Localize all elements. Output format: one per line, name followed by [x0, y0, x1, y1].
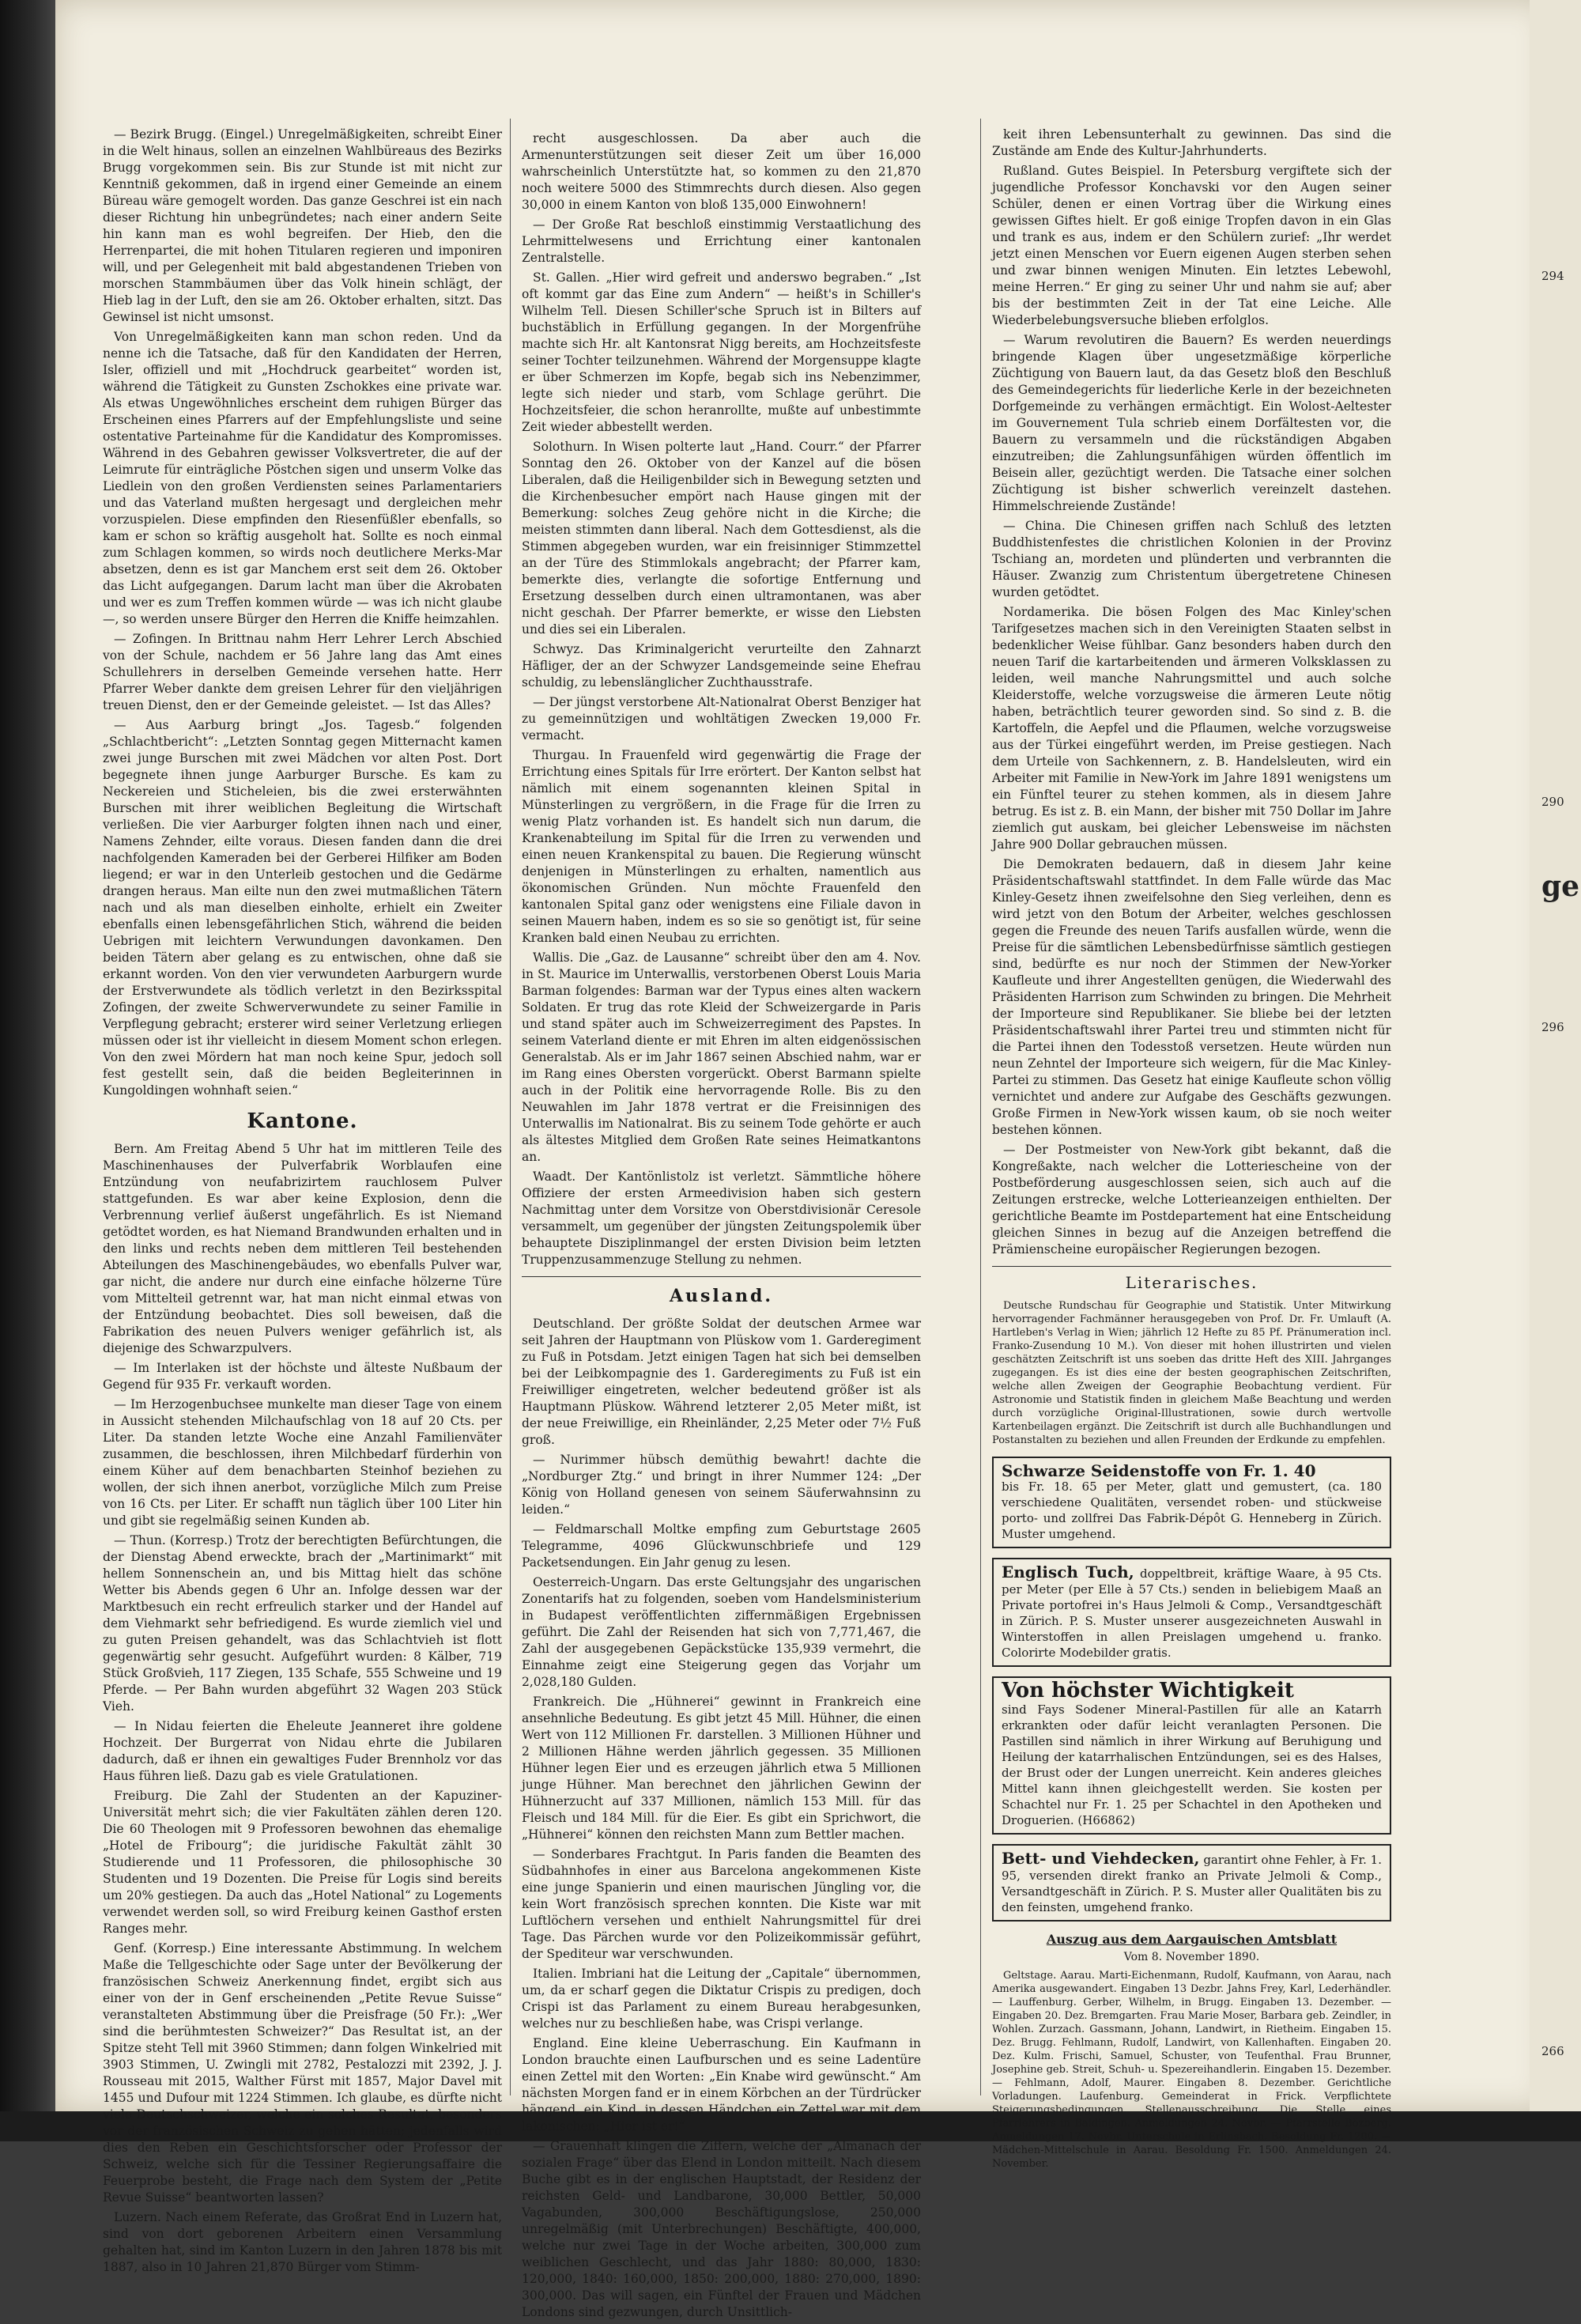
section-heading-abroad: Ausland. [669, 1286, 774, 1306]
column-rule [980, 119, 981, 2095]
article-frachtgut: — Sonderbares Frachtgut. In Paris fanden die Beamten des Südbahnhofes in einer aus Barcelona angekommenen Kiste eine junge Spanierin und einen maurischen Jüngling vor, die kein Wort französisch sprechen konnten. Die Kiste war mit Luftlöchern versehen und enthielt Nahrungsmittel für drei Tage. Das Pärchen wurde vor den Polizeikommissär geführt, der Spediteur war verschwunden. [522, 1847, 921, 1961]
article-genf: Genf. (Korresp.) Eine interessante Abstimmung. In welchem Maße die Tellgeschichte oder Sage unter der Bevölkerung der französischen Schweiz Anerkennung findet, ergibt sich aus einer von der in Genf erscheinenden „Petite Revue Suisse“ veranstalteten Abstimmung über die Preisfrage (50 Fr.): „Wer sind die berühmtesten Schweizer?“ Das Resultat ist, an der Spitze steht Tell mit 3960 Stimmen; dann folgen Winkelried mit 3903 Stimmen, U. Zwingli mit 2782, Pestalozzi mit 2392, J. J. Rousseau mit 2015, Walther Fürst mit 1857, Major Davel mit 1455 und Dufour mit 1224 Stimmen. Ich glaube, es dürfte nicht viele Deutschschweizer, welche ein solches Resultat, besonders vor der französischen Schweiz zu gehen hätten; jedenfalls wird dies den Reben ein Geschichtsforscher oder Professor der Schweiz, welche sich für die Tessiner Regierungsaffaire die Feuerprobe besteht, die Frage nach dem System der „Petite Revue Suisse“ beantworten lassen? [103, 1941, 502, 2205]
article-wallis: Wallis. Die „Gaz. de Lausanne“ schreibt über den am 4. Nov. in St. Maurice im Unterwallis, verstorbenen Oberst Louis Maria Barman folgendes: Barman war der Typus eines alten wackern Soldaten. Er trug das rote Kleid der Schweizergarde in Paris und stand später auch im Schweizerregiment des Papstes. In seinem Vaterland diente er mit Ehren im alten eidgenössischen Generalstab. Als er im Jahr 1867 seinen Abschied nahm, war er im Rang eines Obersten vorgerückt. Oberst Barmann spielte auch in der Politik eine hervorragende Rolle. Bis zu den Neuwahlen im Jahr 1878 vertrat er die Freisinnigen des Unterwallis im Nationalrat. Bis zu seinem Tode gehörte er auch als ältestes Mitglied dem Großen Rate seines Heimatkantons an. [522, 950, 921, 1164]
official-gazette-date: Vom 8. November 1890. [1123, 1951, 1260, 1963]
article-london: — Grauenhaft klingen die Ziffern, welche der „Almanach der sozialen Frage“ über das Elend in London mitteilt. Nach diesem Buche gibt es in der englischen Hauptstadt, der Residenz der reichsten Geld- und Landbarone, 30,000 Bettler, 50,000 Vagabunden, 300,000 Beschäftigungslose, 250,000 unregelmäßig (mit Unterbrechungen) Beschäftigte, 400,000, welche nur zwei Tage in der Woche arbeiten, 300,000 zum weiblichen Geschlecht, und das Jahr 1880: 80,000, 1830: 120,000, 1840: 160,000, 1850: 200,000, 1880: 270,000, 1890: 300,000. Das will sagen, ein Fünftel der Frauen und Mädchen Londons sind gezwungen, durch Unsittlich- [522, 2139, 921, 2319]
advert-blankets-title: Bett- und Viehdecken, [1002, 1849, 1200, 1868]
next-page-fragment: 294 [1541, 269, 1564, 283]
advert-pastilles-text: sind Fays Sodener Mineral-Pastillen für alle an Katarrh erkrankten oder dafür leicht veranlagten Personen. Die Pastillen sind nämlich in ihrer Wirkung auf Beruhigung und Heilung der katarrhalischen Entzündungen, sei es des Halses, der Brust oder der Lungen unerreicht. Kein anderes gleiches Mittel kann ihnen gleichgestellt werden. Sie kosten per Schachtel nur Fr. 1. 25 per Schachtel in den Apotheken und Droguerien. (H66862) [1002, 1702, 1382, 1827]
article-interlaken: — Im Interlaken ist der höchste und älteste Nußbaum der Gegend für 935 Fr. verkauft worden. [103, 1361, 502, 1392]
advert-pastilles-title: Von höchster Wichtigkeit [1002, 1679, 1294, 1702]
advert-cloth-title: Englisch Tuch, [1002, 1563, 1134, 1581]
article-frankreich: Frankreich. Die „Hühnerei“ gewinnt in Frankreich eine ansehnliche Bedeutung. Es gibt jetzt 45 Mill. Hühner, die einen Wert von 112 Millionen Fr. darstellen. 3 Millionen Hühner und 2 Millionen Hähne werden jährlich gegessen. 35 Millionen Hühner legen Eier und es erzeugen jährlich etwa 5 Millionen junge Hühner. Man berechnet den jährlichen Gewinn der Hühnerzucht auf 337 Millionen, nämlich 153 Mill. für das Fleisch und 184 Mill. für die Eier. Es gibt ein Sprichwort, die „Hühnerei“ können den reichsten Mann zum Bettler machen. [522, 1695, 921, 1842]
official-gazette-title: Auszug aus dem Aargauischen Amtsblatt [1046, 1932, 1338, 1947]
article-benziger: — Der jüngst verstorbene Alt-Nationalrat Oberst Benziger hat zu gemeinnützigen und wohltätigen Zwecken 19,000 Fr. vermacht. [522, 695, 921, 743]
article-thun: — Thun. (Korresp.) Trotz der berechtigten Befürchtungen, die der Dienstag Abend erweckte, brach der „Martinimarkt“ mit hellem Sonnenschein an, und bis Mittag hielt das schöne Wetter bis Abends gegen 6 Uhr an. Infolge dessen war der Marktbesuch ein recht erfreulich starker und der Handel auf dem Viehmarkt sehr befriedigend. Es wurde ziemlich viel und zu guten Preisen gehandelt, was das Schlachtvieh ist flott gegenwärtig sehr gesucht. Aufgeführt wurden: 8 Kälber, 719 Stück Großvieh, 117 Ziegen, 135 Schafe, 555 Schweine und 19 Pferde. — Per Bahn wurden abgeführt 32 Wagen 203 Stück Vieh. [103, 1533, 502, 1714]
article-nordamerika: Nordamerika. Die bösen Folgen des Mac Kinley'schen Tarifgesetzes machen sich in den Vereinigten Staaten selbst in bedenklicher Weise fühlbar. Ganz besonders haben durch den neuen Tarif die kartarbeitenden und ärmeren Volksklassen zu leiden, weil manche Nahrungsmittel und auch solche Kleiderstoffe, welche vorzugsweise die ärmeren Leute nötig haben, beträchtlich teurer geworden sind. So sind z. B. die Kartoffeln, die Aepfel und die Pflaumen, welche vorzugsweise aus der Türkei eingeführt werden, im Preise gestiegen. Nach dem Urteile von Sachkennern, z. B. Handelsleuten, wird ein Arbeiter mit Familie in New-York im Jahre 1891 wenigstens um ein Fünftel teurer zu stehen kommen, als in diesem Jahre betrug. Es ist z. B. ein Mann, der bisher mit 750 Dollar im Jahre ziemlich gut auskam, bei gleicher Lebensweise im nächsten Jahre 900 Dollar gebrauchen müssen. [992, 605, 1391, 852]
article-freiburg: Freiburg. Die Zahl der Studenten an der Kapuziner-Universität mehrt sich; die vier Fakultäten zählen deren 120. Die 60 Theologen mit 9 Professoren bewohnen das ehemalige „Hotel de Fribourg“; die juridische Fakultät zählt 30 Studierende und 11 Professoren, die philosophische 30 Studenten und 19 Dozenten. Die Preise für Logis sind bereits um 20% gestiegen. Da auch das „Hotel National“ zu Logements verwendet werden soll, so wird Freiburg keinen Gasthof ersten Ranges mehr. [103, 1789, 502, 1936]
article-waadt: Waadt. Der Kantönlistolz ist verletzt. Sämmtliche höhere Offiziere der ersten Armeedivision haben sich gestern Nachmittag unter dem Vorsitze von Oberstdivisionär Ceresole versammelt, um gegenüber der jüngsten Zeitungspolemik über behauptete Disziplinmangel der ersten Division beim letzten Truppenzusammenzuge Stellung zu nehmen. [522, 1170, 921, 1267]
article-thurgau: Thurgau. In Frauenfeld wird gegenwärtig die Frage der Errichtung eines Spitals für Irre erörtert. Der Kanton selbst hat nämlich mit einem sogenannten kleinen Spital in Münsterlingen zu vergrößern, in die Frage für die Irren zu wenig Platz vorhanden ist. Es handelt sich nun darum, die Krankenabteilung im Spital für die Irren zu verwenden und einen neuen Krankenspital zu bauen. Die Regierung wünscht denjenigen in Münsterlingen zu erhalten, namentlich aus ökonomischen Gründen. Nun möchte Frauenfeld den kantonalen Spital ganz oder wenigstens eine Filiale davon in seinen Mauern haben, indem es so sie so genötigt ist, für seine Kranken bald einen Neubau zu errichten. [522, 748, 921, 945]
divider [522, 1276, 921, 1277]
next-page-edge [1530, 0, 1581, 2111]
article-russland: Rußland. Gutes Beispiel. In Petersburg vergiftete sich der jugendliche Professor Konchavski vor den Augen seiner Schüler, denen er einen Vortrag über die Wirkung eines gewissen Giftes hielt. Er goß einige Tropfen davon in ein Glas und trank es aus, indem er den Schülern zurief: „Ihr werdet jetzt einen Menschen vor Euern eigenen Augen sterben sehen und zwar binnen wenigen Minuten. Ein letztes Lebewohl, meine Herren.“ Er ging zu seiner Uhr und nahm sie auf; aber bis der bestimmten Zeit in der Tat eine Leiche. Alle Wiederbelebungsversuche blieben erfolglos. [992, 164, 1391, 327]
next-page-fragment: ge [1541, 870, 1580, 903]
official-gazette-text: Geltstage. Aarau. Marti-Eichenmann, Rudolf, Kaufmann, von Aarau, nach Amerika ausgewandert. Eingaben 13 Dezbr. Jahns Frey, Karl, Lederhändler. — Lauffenburg. Gerber, Wilhelm, in Brugg. Eingaben 13. Dezember. — Eingaben 20. Dez. Bremgarten. Frau Marie Moser, Barbara geb. Zeindler, in Wohlen. Zurzach. Gassmann, Johann, Landwirt, in Rietheim. Eingaben 15. Dez. Brugg. Fehlmann, Rudolf, Landwirt, von Kallenhaften. Eingaben 20. Dez. Kulm. Frischi, Samuel, Schuster, von Teufenthal. Frau Brunner, Josephine geb. Streit, Schuh- u. Spezereihandlerin. Eingaben 15. Dezember. — Fehlmann, Adolf, Maurer. Eingaben 8. Dezember. Gerichtliche Vorladungen. Laufenburg. Gemeinderat in Frick. Verpflichtete Steigerungsbedingungen. Stellenausschreibung. Die Stelle eines Pfarrlehrers in Baldingen. Anmeldungen 24. Novbr. — Pfarrstelle Bözberg. Anmeldungen 17. Novbr. Unterschule in Erlinsbach. Besoldung Fr. 1200. — Mädchen-Mittelschule in Aarau. Besoldung Fr. 1500. Anmeldungen 24. November. [992, 1970, 1391, 2170]
advert-blankets [992, 1844, 1391, 1922]
column-3 [992, 127, 1391, 2174]
article-nordburger: — Nurimmer hübsch demüthig bewahrt! dachte die „Nordburger Ztg.“ und bringt in ihrer Nummer 124: „Der König von Holland genesen von seinem Säuferwahnsinn zu leiden.“ [522, 1453, 921, 1517]
column-2 [522, 130, 921, 2324]
article-bern: Bern. Am Freitag Abend 5 Uhr hat im mittleren Teile des Maschinenhauses der Pulverfabrik Worblaufen eine Entzündung von neufabrizirtem rauchlosem Pulver stattgefunden. Es war aber keine Explosion, denn die Verbrennung verlief äußerst ungefährlich. Es ist Niemand getödtet worden, es hat Niemand Brandwunden erhalten und in den links und rechts neben dem mittleren Teil bestehenden Abteilungen des Maschinengebäudes, wo ebenfalls Pulver war, gar nicht, die andere nur durch eine einfache hölzerne Türe vom Mittelteil getrennt war, hat man nicht einmal etwas von der Entzündung beobachtet. Dies soll beweisen, daß die Fabrikation des neuen Pulvers weniger gefährlich ist, als diejenige des Schwarzpulvers. [103, 1142, 502, 1355]
advert-silk-text: bis Fr. 18. 65 per Meter, glatt und gemustert, (ca. 180 verschiedene Qualitäten, versendet roben- und stückweise porto- und zollfrei Das Fabrik-Dépôt G. Henneberg in Zürich. Muster umgehend. [1002, 1479, 1382, 1541]
section-heading-literature: Literarisches. [1125, 1273, 1258, 1292]
article-herzogenbuchsee: — Im Herzogenbuchsee munkelte man dieser Tage von einem in Aussicht stehenden Milchaufschlag von 18 auf 20 Cts. per Liter. Da standen letzte Woche eine Anzahl Familienväter zusammen, die beschlossen, ihren Milchbedarf fürderhin von einem Küher auf dem benachbarten Steinhof beziehen zu wollen, der sich ihnen anerbot, vorzügliche Milch zum Preise von 16 Cts. per Liter. Er schafft nun täglich über 100 Liter hin und gibt sie regelmäßig seinen Kunden ab. [103, 1397, 502, 1528]
article-st-gallen: St. Gallen. „Hier wird gefreit und anderswo begraben.“ „Ist oft kommt gar das Eine zum Andern“ — heißt's in Schiller's Wilhelm Tell. Diesen Schiller'sche Spruch ist in Bilters auf buchstäblich in Erfüllung gegangen. In der Morgenfrühe machte sich Hr. alt Kantonsrat Nigg bereits, am Hochzeitsfeste seiner Tochter teilzunehmen. Während der Morgensuppe klagte er über Schmerzen im Kopfe, begab sich ins Nebenzimmer, legte sich nieder und starb, vom Schlage gerührt. Die Hochzeitsfeier, die schon heranrollte, mußte auf unbestimmte Zeit wieder abbestellt werden. [522, 270, 921, 434]
advert-blankets-text: garantirt ohne Fehler, à Fr. 1. 95, versenden direkt franko an Private Jelmoli & Comp., Versandtgeschäft in Zürich. P. S. Muster aller Qualitäten bis zu den feinsten, umgehend franko. [1002, 1853, 1382, 1914]
article-brugg-cont: Von Unregelmäßigkeiten kann man schon reden. Und da nenne ich die Tatsache, daß für den Kandidaten der Herren, Isler, offiziell und mit „Hochdruck gearbeitet“ worden ist, während die Tätigkeit zu Gunsten Zschokkes eine private war. Als etwas Ungewöhnliches erscheint dem ruhigen Bürger das Erscheinen eines Pfarrers auf der Empfehlungsliste und seine ostentative Parteinahme für die Kandidatur des Kompromisses. Während in des Gebahren gewisser Volksvertreter, die auf der Leimrute für einträgliche Pöstchen sigen und unserm Volke das Liedlein von den großen Verdiensten seines Parlamentariers und das Vaterland mußten hergesagt und dergleichen mehr vorzuspielen. Diese empfinden den Riesenfüßler ebenfalls, so kam er schon so kräftig ausgeholt hat. Sollte es noch einmal zum Schlagen kommen, so wirds noch deutlichere Merks-Mar absetzen, denn es ist gar Manchem erst seit dem 26. Oktober das Licht aufgegangen. Darum lacht man über die Akrobaten und wer es zum Treffen kommen würde — was ich nicht glaube —, so werden unsere Bürger den Herren die Kniffe heimzahlen. [103, 330, 502, 626]
article-brugg: — Bezirk Brugg. (Eingel.) Unregelmäßigkeiten, schreibt Einer in die Welt hinaus, sollen an einzelnen Wahlbüreaus des Bezirks Brugg vorgekommen sein. Bis zur Stunde ist mit nicht zur Kenntniß gekommen, daß in irgend einer Gemeinde an einem Büreau wäre gemogelt worden. Das ganze Geschrei ist ein nach dieser Richtung hin unbegründetes; nach einer andern Seite hin kann man es wohl begreifen. Der Hieb, den die Herrenpartei, die mit hohen Titularen regieren und imponiren will, und per Gelegenheit mit bald abgestandenen Trieben von morschen Stammbäumen über das Volk hinein schlägt, der Hieb lag in der Luft, den sie am 26. Oktober erhalten, sitzt. Das Gewinsel ist nicht umsonst. [103, 127, 502, 324]
article-moltke: — Feldmarschall Moltke empfing zum Geburtstage 2605 Telegramme, 4096 Glückwunschbriefe und 129 Packetsendungen. Ein Jahr genug zu lesen. [522, 1522, 921, 1570]
article-luzern: Luzern. Nach einem Referate, das Großrat End in Luzern hat, sind von dort geborenen Arbeitern einen Versammlung gehalten hat, sind im Kanton Luzern in den Jahren 1878 bis mit 1887, also in 10 Jahren 21,870 Bürger vom Stimm- [103, 2210, 502, 2274]
scan-binding-edge [0, 0, 55, 2141]
advert-cloth [992, 1558, 1391, 1667]
next-page-fragment: 290 [1541, 795, 1564, 809]
article-postmeister: — Der Postmeister von New-York gibt bekannt, daß die Kongreßakte, nach welcher die Lotteriescheine von der Postbeförderung ausgeschlossen seien, sich auch auf die Zeitungen erstrecke, welche Lotterieanzeigen enthielten. Der gerichtliche Beamte im Postdepartement hat eine Entscheidung gleichen Sinnes in bezug auf die Anzeigen betreffend die Prämienscheine europäischer Regierungen bezogen. [992, 1143, 1391, 1256]
section-heading-cantons: Kantone. [247, 1109, 358, 1133]
article-england: England. Eine kleine Ueberraschung. Ein Kaufmann in London brauchte einen Laufburschen und es seine Ladentüre einen Zettel mit den Worten: „Ein Knabe wird gewünscht.“ Am nächsten Morgen fand er in einem Körbchen an der Türdrücker hängend, ein Kind, in dessen Händchen ein Zettel war mit dem lakonischen: „Hier ist er!“ [522, 2036, 921, 2133]
advert-silk [992, 1457, 1391, 1548]
article-zofingen: — Zofingen. In Brittnau nahm Herr Lehrer Lerch Abschied von der Schule, nachdem er 56 Jahre lang das Amt eines Schullehrers in derselben Gemeinde versehen hatte. Herr Pfarrer Weber dankte dem greisen Lehrer für den vieljährigen treuen Dienst, den er der Gemeinde geleistet. — Ist das Alles? [103, 632, 502, 712]
article-london-cont: keit ihren Lebensunterhalt zu gewinnen. Das sind die Zustände am Ende des Kultur-Jahrhunderts. [992, 127, 1391, 158]
article-demokraten: Die Demokraten bedauern, daß in diesem Jahr keine Präsidentschaftswahl stattfindet. In dem Falle würde das Mac Kinley-Gesetz ihnen zweifelsohne den Sieg verleihen, denn es wird jetzt von den Botum der Arbeiter, welches geschlossen gegen die Freunde des neuen Tarifs ausfallen würde, wenn die Preise für die sämtlichen Lebensbedürfnisse sämtlich gestiegen sind, bedürfte es nur noch der Stimmen der New-Yorker Kaufleute und ihrer Angestellten genügen, die Wiederwahl des Präsidenten Harrison zum Schwinden zu bringen. Die Mehrheit der Importeure sind Republikaner. Sie bliebe bei der letzten Präsidentschaftswahl ihrer Partei treu und stimmten nicht für die Partei ihnen den Todesstoß versetzen. Heute würden nun neun Zehntel der Importeure sich weigern, für die Mac Kinley-Partei zu stimmen. Das Gesetz hat einige Kaufleute schon völlig vernichtet und andere zur Aufgabe des Geschäfts gezwungen. Große Firmen in New-York wissen kaum, ob sie noch weiter bestehen können. [992, 857, 1391, 1137]
advert-silk-title: Schwarze Seidenstoffe von Fr. 1. 40 [1002, 1461, 1316, 1480]
article-solothurn: Solothurn. In Wisen polterte laut „Hand. Courr.“ der Pfarrer Sonntag den 26. Oktober von der Kanzel auf die bösen Liberalen, daß die Heiligenbilder sich in Bewegung setzten und die Kirchenbesucher empört nach Hause gingen mit der Bemerkung: solches Zeug gehöre nicht in die Kirche; die meisten stimmten dann liberal. Nach dem Gottesdienst, als die Stimmen abgegeben wurden, war ein freisinniger Stimmzettel an der Türe des Stimmlokals angebracht; der Pfarrer kam, bemerkte dies, verlangte die sofortige Entfernung und Ersetzung desselben durch einen ultramontanen, was aber nicht geschah. Der Pfarrer bemerkte, er wisse den Liebsten und dies sei ein Liberalen. [522, 440, 921, 637]
article-italien: Italien. Imbriani hat die Leitung der „Capitale“ übernommen, um, da er scharf gegen die Diktatur Crispis zu predigen, doch Crispi ist das Parlament zu einem Bureau herabgesunken, welches nur zu beschließen habe, was Crispi verlange. [522, 1967, 921, 2031]
column-rule [510, 119, 511, 2095]
article-china: — China. Die Chinesen griffen nach Schluß des letzten Buddhistenfestes die christlichen Kolonien in der Provinz Tschiang an, mordeten und plünderten und verbrannten die Häuser. Zwanzig zum Christentum übergetretene Chinesen wurden getödtet. [992, 519, 1391, 599]
article-deutschland: Deutschland. Der größte Soldat der deutschen Armee war seit Jahren der Hauptmann von Plüskow vom 1. Garderegiment zu Fuß in Potsdam. Jetzt einigen Tagen hat sich bei demselben bei der Leibkompagnie des 1. Garderegiments zu Fuß ist ein Freiwilliger eingetreten, welcher bedeutend größer ist als Hauptmann Plüskow. Während letzterer 2,05 Meter mißt, ist der neue Freiwillige, ein Rheinländer, 2,25 Meter oder 7½ Fuß groß. [522, 1317, 921, 1447]
article-luzern-cont: recht ausgeschlossen. Da aber auch die Armenunterstützungen seit dieser Zeit um über 16,000 wahrscheinlich Unterstützte hat, so kommen zu den 21,870 noch weitere 5000 des Stimmrechts durch diesen. Also gegen 30,000 in einem Kanton von bloß 135,000 Einwohnern! [522, 131, 921, 212]
article-grosser-rat: — Der Große Rat beschloß einstimmig Verstaatlichung des Lehrmittelwesens und Errichtung einer kantonalen Zentralstelle. [522, 217, 921, 265]
article-nidau: — In Nidau feierten die Eheleute Jeanneret ihre goldene Hochzeit. Der Burgerrat von Nidau ehrte die Jubilaren dadurch, daß er ihnen ein gewaltiges Fuder Brennholz vor das Haus führen ließ. Dazu gab es viele Gratulationen. [103, 1719, 502, 1783]
article-schwyz: Schwyz. Das Kriminalgericht verurteilte den Zahnarzt Häfliger, der an der Schwyzer Landsgemeinde seine Ehefrau schuldig, zu lebenslänglicher Zuchthausstrafe. [522, 642, 921, 690]
next-page-fragment: 266 [1541, 2044, 1564, 2058]
next-page-fragment: 296 [1541, 1020, 1564, 1034]
article-bauern: — Warum revolutiren die Bauern? Es werden neuerdings bringende Klagen über ungesetzmäßige körperliche Züchtigung von Bauern laut, da das Gesetz bloß den Beschluß des Gemeindegerichts für liederliche Kerle in der bezeichneten Dorfgemeinde zu verhängen ermächtigt. Ein Wolost-Aeltester im Gouvernement Tula schrieb einem Dorfältesten vor, die Bauern zu versammeln und die rückständigen Abgaben einzutreiben; die Zahlungsunfähigen würden öffentlich im Beisein aller, gezüchtigt werden. Die Tatsache einer solchen Züchtigung ist bisher schwerlich vereinzelt dastehen. Himmelschreiende Zustände! [992, 333, 1391, 513]
literature-notice: Deutsche Rundschau für Geographie und Statistik. Unter Mitwirkung hervorragender Fachmänner herausgegeben von Prof. Dr. Fr. Umlauft (A. Hartleben's Verlag in Wien; jährlich 12 Hefte zu 85 Pf. Pränumeration incl. Franko-Zusendung 10 M.). Von dieser mit hohen illustrirten und vielen geschätzten Zeitschrift ist uns soeben das dritte Heft des XIII. Jahrganges zugegangen. Es ist dies eine der besten geographischen Zeitschriften, welche allen Zweigen der Geographie Beobachtung verdient. Für Astronomie und Statistik finden in gleichem Maße Beachtung und werden durch vorzügliche Original-Illustrationen, sowie durch wertvolle Kartenbeilagen ergänzt. Die Zeitschrift ist durch alle Buchhandlungen und Postanstalten zu beziehen und allen Freunden der Erdkunde zu empfehlen. [992, 1300, 1391, 1446]
advert-pastilles [992, 1676, 1391, 1835]
article-oesterreich: Oesterreich-Ungarn. Das erste Geltungsjahr des ungarischen Zonentarifs hat zu folgenden, soeben vom Handelsministerium in Budapest veröffentlichten ziffernmäßigen Ergebnissen geführt. Die Zahl der Reisenden hat sich von 7,771,467, die Zahl der ausgegebenen Gepäckstücke 135,939 vermehrt, die Einnahme zeigt eine Steigerung gegen das Vorjahr um 2,028,180 Gulden. [522, 1575, 921, 1689]
article-aarburg: — Aus Aarburg bringt „Jos. Tagesb.“ folgenden „Schlachtbericht“: „Letzten Sonntag gegen Mitternacht kamen zwei junge Burschen mit zwei Mädchen vor alten Post. Dort begegnete ihnen junge Aarburger Bursche. Es kam zu Neckereien und Sticheleien, bis die zwei ersterwähnten Burschen mit ihrer weiblichen Begleitung die Wirtschaft verließen. Die vier Aarburger folgten ihnen nach und einer, Namens Zehnder, eilte voraus. Diesen fanden dann die drei nachfolgenden Kameraden bei der Gerberei Hilfiker am Boden liegend; er war in den Unterleib gestochen und die Gedärme drangen heraus. Man eilte nun den zwei mutmaßlichen Tätern nach und als man dieselben einholte, erhielt ein Zweiter ebenfalls einen lebensgefährlichen Stich, während die beiden Uebrigen mit leichtern Verwundungen davonkamen. Den beiden Tätern aber gelang es zu entwischen, ohne daß sie erkannt worden. Von den vier verwundeten Aarburgern wurde der Erstverwundete als tödlich verletzt in den Bezirksspital Zofingen, der zweite Schwerverwundete zu seiner Familie in Verpflegung gebracht; ersterer wird seiner Verletzung erliegen müssen oder ist ihr vielleicht in diesem Moment schon erlegen. Von den zwei Mördern hat man noch keine Spur, jedoch soll fest gestellt sein, daß die beiden Begleiterinnen in Kungoldingen wohnhaft seien.“ [103, 718, 502, 1098]
column-1 [103, 127, 502, 2279]
divider [992, 1266, 1391, 1267]
advert-cloth-text: doppeltbreit, kräftige Waare, à 95 Cts. per Meter (per Elle à 57 Cts.) senden in beliebigem Maaß an Private portofrei in's Haus Jelmoli & Comp., Versandtgeschäft in Zürich. P. S. Muster unserer ausgezeichneten Auswahl in Winterstoffen in allen Preislagen umgehend u. franko. Colorirte Modebilder gratis. [1002, 1566, 1382, 1660]
